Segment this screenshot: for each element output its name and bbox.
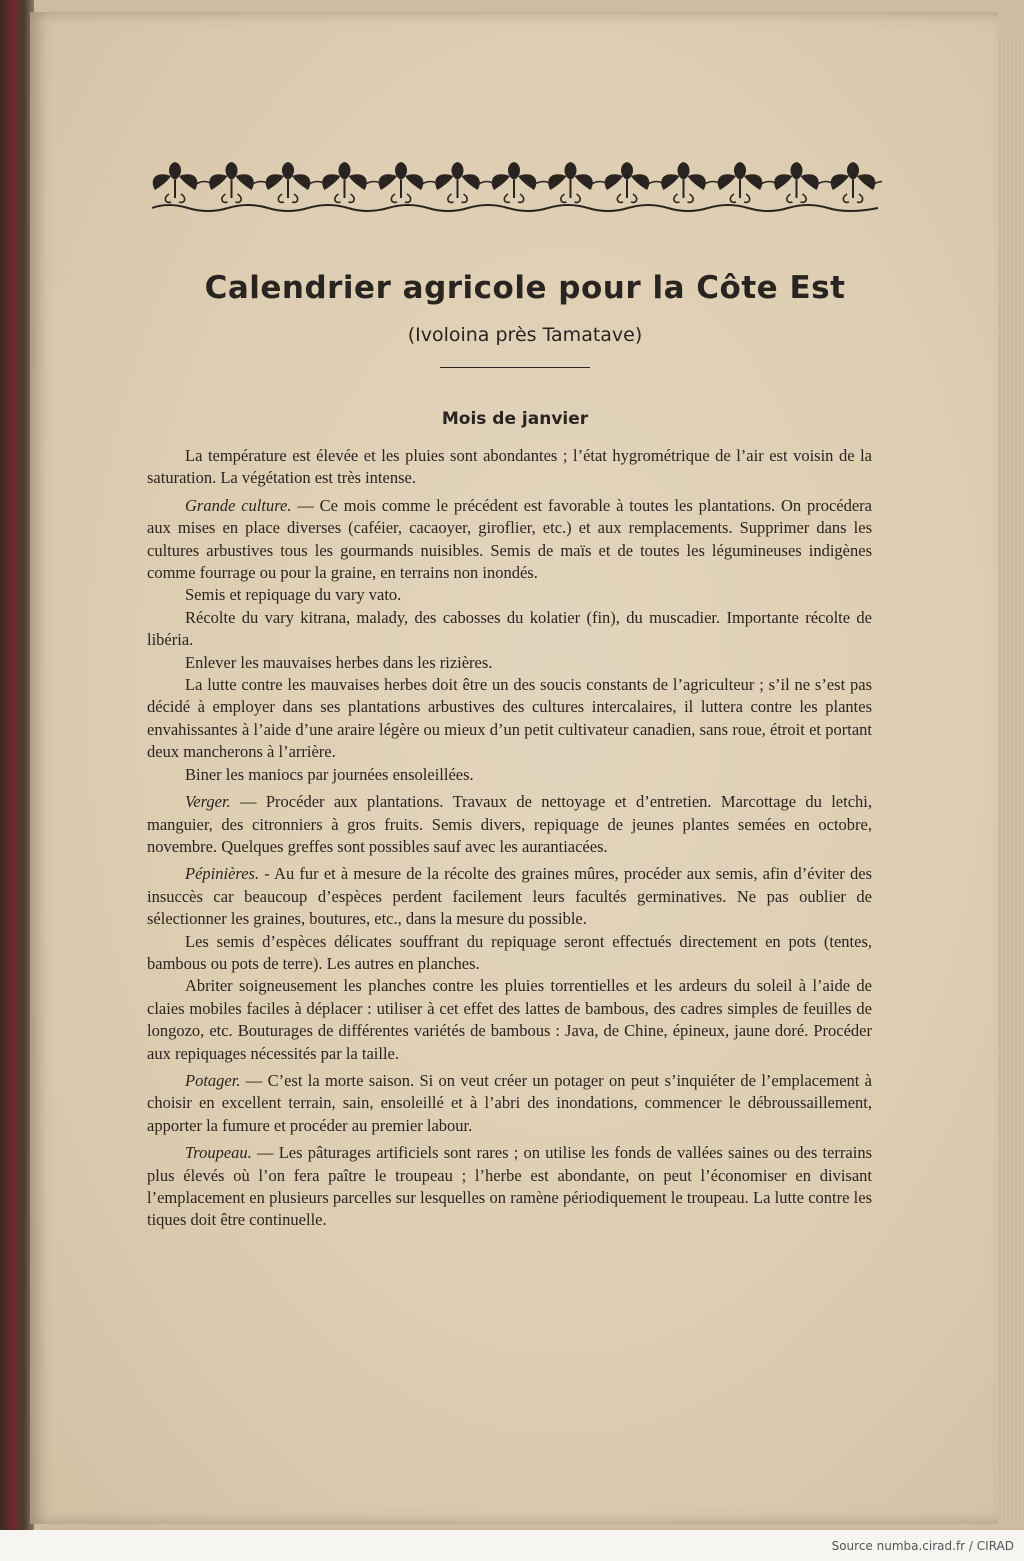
flower-motif-icon — [718, 162, 778, 202]
paragraph: La température est élevée et les pluies sont abondantes ; l’état hygrométrique de l’air est voisin de la saturation. La végétation est très intense. — [147, 446, 872, 488]
paragraph: Biner les maniocs par journées ensoleillées. — [185, 764, 474, 784]
paragraph: Troupeau. — Les pâturages artificiels sont rares ; on utilise les fonds de vallées saines ou des terrains plus élevés où l’on fera paître le troupeau ; l’herbe est abondante, on peut l’économiser en divisant l’emplacement en plusieurs parcelles sur lesquelles on ramène périodiquement le troupeau. La lutte contre les tiques doit être continuelle. — [147, 1143, 872, 1230]
flower-motif-icon — [548, 162, 608, 202]
paragraph: Enlever les mauvaises herbes dans les rizières. — [185, 652, 493, 672]
flower-motif-icon — [661, 162, 721, 202]
paragraph: La lutte contre les mauvaises herbes doit être un des soucis constants de l’agriculteur ; s’il ne s’est pas décidé à employer dans ses plantations arbustives des cultures intercalaires, il luttera contre les plantes envahissantes à l’aide d’une araire légère ou mieux d’un petit cultivateur canadien, sans roue, étroit et portant deux mancherons à l’arrière. — [147, 675, 872, 762]
flower-motif-icon — [774, 162, 834, 202]
flower-motif-icon — [209, 162, 269, 202]
source-credit[interactable]: Source numba.cirad.fr / CIRAD — [831, 1539, 1014, 1553]
body-text — [147, 445, 872, 1232]
document-page — [30, 12, 998, 1524]
paragraph: Semis et repiquage du vary vato. — [185, 585, 402, 605]
paragraph: Les semis d’espèces délicates souffrant du repiquage seront effectués directement en pots (tentes, bambous ou pots de terre). Les autres en planches. — [147, 931, 872, 973]
page-title: Calendrier agricole pour la Côte Est — [204, 270, 846, 306]
flower-motif-icon — [266, 162, 326, 202]
paragraph: Récolte du vary kitrana, malady, des cabosses du kolatier (fin), du muscadier. Importante récolte de libéria. — [147, 607, 872, 650]
paragraph: Abriter soigneusement les planches contre les pluies torrentielles et les ardeurs du soleil à l’aide de claies mobiles faciles à déplacer : utiliser à cet effet des lattes de bambous, des cadres simples de feuilles de longozo, etc. Bouturages de différentes variétés de bambous : Java, de Chine, épineux, jaune doré. Procéder aux repiquages nécessités par la taille. — [147, 976, 872, 1063]
flower-motif-icon — [322, 162, 382, 202]
page-edges — [994, 40, 1024, 1520]
flower-motif-icon — [435, 162, 495, 202]
section-heading: Mois de janvier — [441, 409, 589, 429]
flower-motif-icon — [831, 162, 882, 202]
paragraph: Potager. — C’est la morte saison. Si on veut créer un potager on peut s’inquiéter de l’emplacement à choisir en excellent terrain, sain, ensoleillé et à l’abri des inondations, commencer le débroussaillement, apporter la fumure et procéder au premier labour. — [147, 1070, 872, 1135]
paragraph: Pépinières. - Au fur et à mesure de la récolte des graines mûres, procéder aux semis, afin d’éviter des insuccès car beaucoup d’espèces perdent facilement leurs facultés germinatives. Ne pas oublier de sélectionner les graines, boutures, etc., dans la mesure du possible. — [147, 864, 872, 929]
decorative-flower-border-icon — [148, 150, 882, 218]
book-spine — [0, 0, 34, 1530]
flower-motif-icon — [605, 162, 665, 202]
flower-motif-icon — [492, 162, 552, 202]
paragraph: Verger. — Procéder aux plantations. Travaux de nettoyage et d’entretien. Marcottage du letchi, manguier, des citronniers à gros fruits. Semis divers, repiquage de jeunes plantes semées en octobre, novembre. Quelques greffes sont possibles sauf avec les aurantiacées. — [147, 792, 872, 856]
page-subtitle: (Ivoloina près Tamatave) — [407, 324, 643, 346]
flower-motif-icon — [379, 162, 439, 202]
title-divider — [440, 367, 590, 368]
flower-motif-icon — [153, 162, 213, 202]
paragraph: Grande culture. — Ce mois comme le précédent est favorable à toutes les plantations. On procédera aux mises en place diverses (caféier, cacaoyer, giroflier, etc.) et aux remplacements. Supprimer dans les cultures arbustives tous les gourmands nuisibles. Semis de maïs et de toutes les légumineuses indigènes comme fourrage ou pour la graine, en terrains non inondés. — [147, 495, 872, 583]
